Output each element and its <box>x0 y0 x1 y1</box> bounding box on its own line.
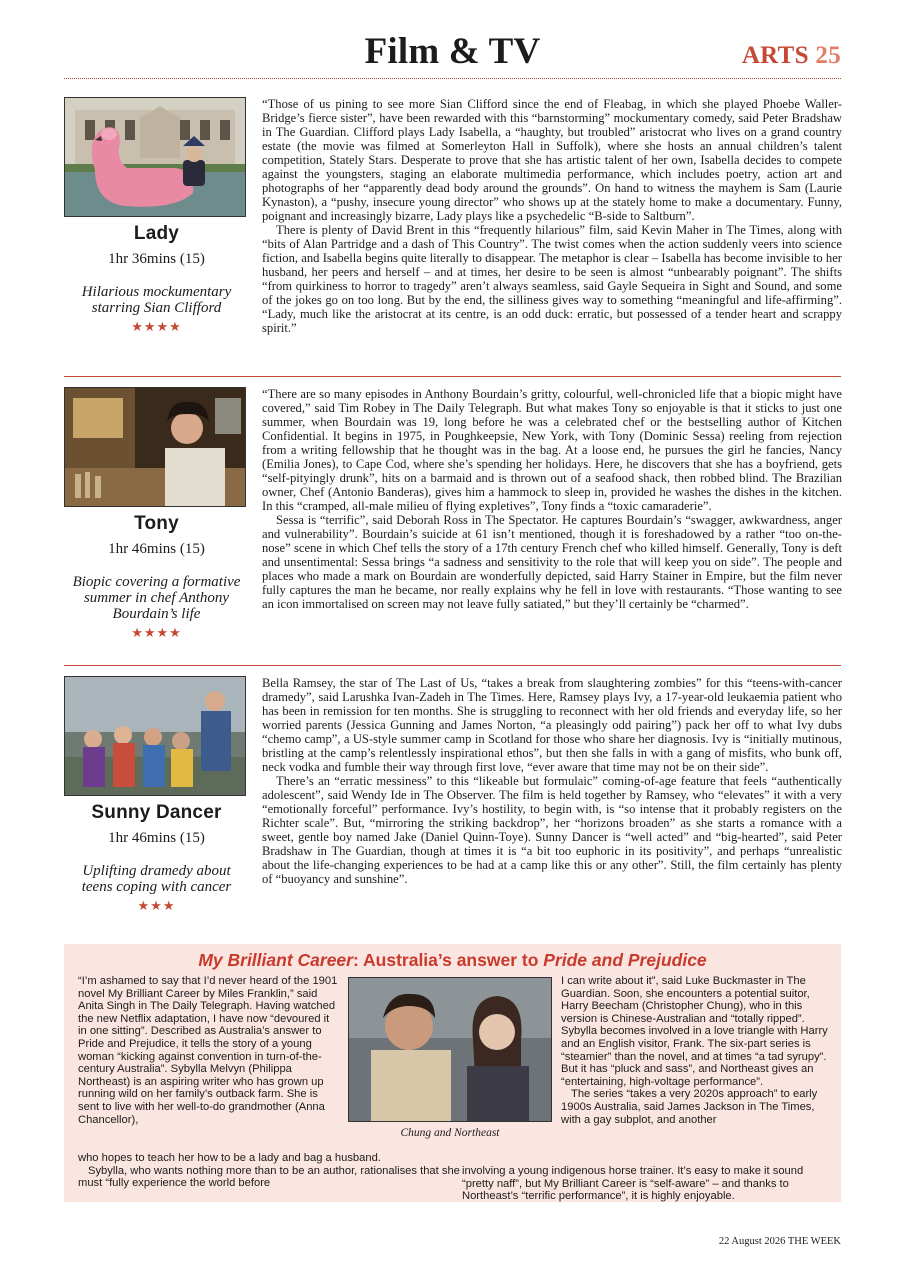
review-body <box>262 387 842 611</box>
film-still-tony <box>64 387 246 507</box>
feature-left-continuation <box>78 1152 478 1190</box>
review-sidebar <box>64 676 249 914</box>
review-lady <box>64 97 841 373</box>
feature-paragraph: The series “takes a very 2020s approach” to early 1900s Australia, said James Jackson in The Times, with a gay subplot, and another <box>561 1088 818 1126</box>
feature-right-continuation <box>462 1165 832 1203</box>
section-name: ARTS <box>741 42 809 69</box>
star-rating: ★★★ <box>137 898 176 913</box>
header-divider <box>64 78 841 79</box>
review-sidebar <box>64 97 249 335</box>
feature-paragraph: involving a young indigenous horse trainer. It’s easy to make it sound “pretty naff”, but My Brilliant Career is “self-aware” – and thanks to Northeast’s “terrific performance”, it is highly enjoyable. <box>462 1165 804 1203</box>
review-paragraph: Bella Ramsey, the star of The Last of Us, “takes a break from slaughtering zombies” for this “teens-with-cancer dramedy”, said Larushka Ivan-Zadeh in The Times. Here, Ramsey plays Ivy, a 17-year-old leukaemia patient who has been in remission for ten months. She is struggling to reconnect with her old friends and everyday life, so her worried parents (Jessica Gunning and James Norton, “a pleasingly odd pairing”) pack her off to what Ivy dubs “chemo camp”, a US-style summer camp in Scotland for those who share her diagnosis. Ivy is “initially mutinous, bristling at the camp’s relentlessly inspirational ethos”, but then she falls in with a gang of misfits, who bunk off, neck vodka and fumble their way through first love, “ever aware that time may not be on their side”. <box>262 676 842 774</box>
feature-box-title <box>64 950 841 971</box>
review-paragraph: Sessa is “terrific”, said Deborah Ross in The Spectator. He captures Bourdain’s “swagger, awkwardness, anger and vulnerability”. Bourdain’s suicide at 61 isn’t mentioned, though it is foreshadowed by a rather “too on-the-nose” scene in which Chef tells the story of a 17th century French chef who killed himself. Generally, Tony is deft and unsentimental: Sessa brings “a sadness and sensitivity to the role that will keep you on side”. The people and places who made a mark on Bourdain are wonderfully depicted, said Harry Stainer in Empire, but the film never fully captures the man he became, nor really explains why he fell in love with restaurants. “Those wanting to see an icon immortalised on screen may not leave fully satiated,” but they’ll certainly be “charmed”. <box>262 513 842 611</box>
page-title: Film & TV <box>364 31 541 72</box>
film-still-sunny-dancer <box>64 676 246 796</box>
review-paragraph: “Those of us pining to see more Sian Clifford since the end of Fleabag, in which she played Phoebe Waller-Bridge’s fierce sister”, have been rewarded with this “barnstorming” mockumentary comedy, said Peter Bradshaw in The Guardian. Clifford plays Lady Isabella, a “haughty, but troubled” aristocrat who lives on a grand country estate (the movie was filmed at Somerleyton Hall in Suffolk), where she hosts an annual children’s talent competition, Stately Stars. Desperate to prove that she has artistic talent of her own, Isabella decides to compete against the youngsters, staging an elaborate multimedia performance, which includes poetry, action art and photographs of her “apparently dead body around the grounds”. On hand to witness the mayhem is Sam (Laurie Kynaston), a “pushy, insecure young director” who shows up at the stately home to make a documentary. Funny, poignant and increasingly bizarre, Lady plays like a psychedelic “B-side to Saltburn”. <box>262 97 842 223</box>
feature-photo <box>348 977 552 1122</box>
review-sidebar <box>64 387 249 641</box>
review-tony <box>64 387 841 663</box>
feature-photo-caption: Chung and Northeast <box>400 1127 500 1139</box>
film-runtime: 1hr 46mins (15) <box>108 541 205 557</box>
feature-paragraph: who hopes to teach her how to be a lady and bag a husband. <box>78 1152 381 1164</box>
feature-paragraph: Sybylla, who wants nothing more than to be an author, rationalises that she must “fully experience the world before <box>78 1164 460 1190</box>
page-number: 25 <box>815 42 841 69</box>
review-sunny-dancer <box>64 676 841 936</box>
feature-title-show: My Brilliant Career <box>198 950 353 970</box>
feature-box-my-brilliant-career <box>64 944 841 1202</box>
review-paragraph: There is plenty of David Brent in this “frequently hilarious” film, said Kevin Maher in The Times, along with “bits of Alan Partridge and a dash of This Country”. The twist comes when the action suddenly veers into science fiction, and Isabella begins quite literally to disappear. The metaphor is clear – Isabella has become invisible to her husband, her peers and herself – and at times, her desire to be seen is almost “unbearably poignant”. The shifts “from quirkiness to horror to tragedy” aren’t always seamless, said Gayle Sequeira in Sight and Sound, and some of the jokes go on too long. But by the end, the silliness gives way to something “meaningful and life-affirming”. “Lady, much like the aristocrat at its centre, is an odd duck: erratic, but possessed of a tender heart and scrappy spirit.” <box>262 223 842 335</box>
review-body <box>262 676 842 886</box>
star-rating: ★★★★ <box>131 625 182 640</box>
section-divider <box>64 665 841 666</box>
feature-right-column <box>561 975 831 1126</box>
film-runtime: 1hr 46mins (15) <box>108 830 205 846</box>
star-rating: ★★★★ <box>131 319 182 334</box>
review-paragraph: There’s an “erratic messiness” to this “likeable but formulaic” coming-of-age feature that feels “authentically adolescent”, said Wendy Ide in The Observer. The film is held together by Ramsey, who “elevates” it with a very “emotionally forceful” performance. Ivy’s hostility, to begin with, is “so intense that it probably registers on the Richter scale”. But, “mirroring the striking backdrop”, her “horizons broaden” as she starts a romance with a sweet, gentle boy named Jake (Daniel Quinn-Toye). Sunny Dancer is “well acted” and “big-hearted”, said Peter Bradshaw in The Guardian, though at times it is “a bit too euphoric in its positivity”, and perhaps “unrealistic about the life-changing experiences to be had at a camp like this or any other”. Still, the film certainly has plenty of “buoyancy and sunshine”. <box>262 774 842 886</box>
section-label <box>742 42 841 70</box>
feature-title-novel: Pride and Prejudice <box>543 950 707 970</box>
feature-title-middle: : Australia’s answer to <box>352 950 544 970</box>
film-tagline: Uplifting dramedy about teens coping with cancer <box>81 863 232 895</box>
film-title: Sunny Dancer <box>91 802 222 823</box>
film-still-lady <box>64 97 246 217</box>
film-title: Tony <box>134 513 179 534</box>
section-divider <box>64 376 841 377</box>
film-runtime: 1hr 36mins (15) <box>108 251 205 267</box>
feature-paragraph: “I’m ashamed to say that I’d never heard of the 1901 novel My Brilliant Career by Miles Franklin,” said Anita Singh in The Daily Telegraph. Having watched the new Netflix adaptation, I have now “devoured it in one sitting”. Described as Australia’s answer to Pride and Prejudice, it tells the story of a young woman “kicking against convention in turn-of-the-century Australia”. Sybylla Melvyn (Philippa Northeast) is an aspiring writer who has grown up running wild on her family’s outback farm. She is sent to live with her well-to-do grandmother (Anna Chancellor), <box>78 975 338 1126</box>
feature-left-column <box>78 975 340 1126</box>
review-body <box>262 97 842 335</box>
film-title: Lady <box>133 223 180 244</box>
review-paragraph: “There are so many episodes in Anthony Bourdain’s gritty, colourful, well-chronicled life that a biopic might have covered,” said Tim Robey in The Daily Telegraph. But what makes Tony so enjoyable is that it sticks to just one summer, when Bourdain was 19, long before he was a celebrated chef or the bestselling author of Kitchen Confidential. It begins in 1975, in Poughkeepsie, New York, with Tony (Dominic Sessa) reeling from rejection from a writing fellowship that he thought was in the bag. At a loose end, he pursues the girl he fancies, Nancy (Emilia Jones), to Cape Cod, where she’s spending her holidays. Here, he discovers that she has a boyfriend, gets “self-pityingly drunk”, hits on a barmaid and is thrown out of a seafood shack, then robbed blind. The Brazilian owner, Chef (Antonio Banderas), gives him a hammock to sleep in, provided he washes the dishes in the kitchen. In this “cramped, all-male milieu of flying expletives”, Tony finds a “toxic camaraderie”. <box>262 387 842 513</box>
film-tagline: Hilarious mockumentary starring Sian Clifford <box>81 284 232 316</box>
film-tagline: Biopic covering a formative summer in chef Anthony Bourdain’s life <box>72 574 241 622</box>
page-footer: 22 August 2026 THE WEEK <box>718 1236 841 1247</box>
feature-paragraph: I can write about it”, said Luke Buckmaster in The Guardian. Soon, she encounters a potential suitor, Harry Beecham (Christopher Chung), who in this version is Chinese-Australian and “totally ripped”. Sybylla becomes involved in a love triangle with Harry and an English visitor, Frank. The six-part series is “steamier” than the novel, and at times “a tad syrupy”. But it has “pluck and sass”, and Northeast gives an “entertaining, high-voltage performance”. <box>561 975 828 1088</box>
page-header <box>64 30 841 80</box>
